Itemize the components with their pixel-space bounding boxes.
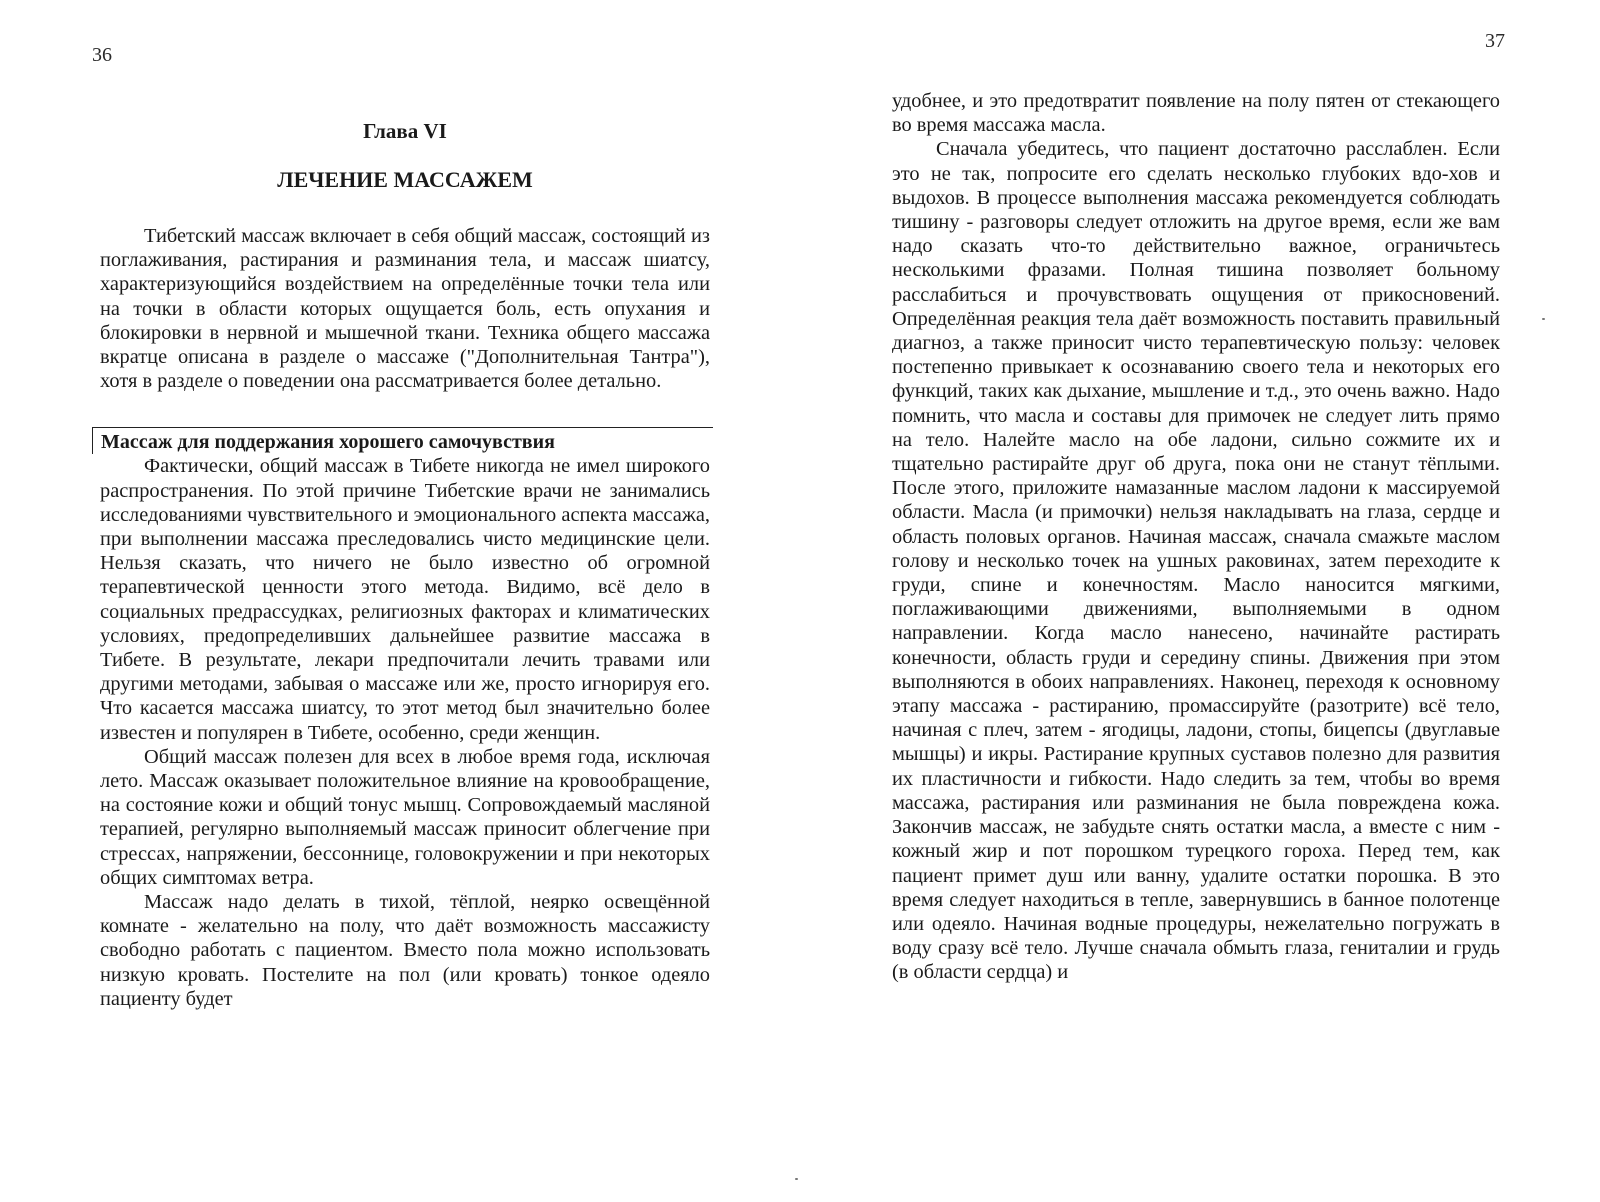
scan-speck	[1542, 318, 1545, 320]
body-paragraph: Общий массаж полезен для всех в любое время года, исключая лето. Массаж оказывает положительное влияние на кровообращение, на состояние кожи и общий тонус мышц. Сопровождаемый масляной терапией, регулярно выполняемый массаж приносит облегчение при стрессах, напряжении, бессоннице, головокружении и при некоторых общих симптомах ветра.	[100, 745, 710, 889]
body-paragraph: Массаж надо делать в тихой, тёплой, неярко освещённой комнате - желательно на полу, что даёт возможность массажисту свободно работать с пациентом. Вместо пола можно использовать низкую кровать. Постелите на пол (или кровать) тонкое одеяло пациенту будет	[100, 891, 710, 1010]
continuation-paragraph: удобнее, и это предотвратит появление на полу пятен от стекающего во время массажа масла.	[892, 90, 1500, 137]
right-page	[892, 89, 1500, 985]
scan-speck	[795, 1178, 798, 1180]
page-number-left: 36	[92, 44, 112, 66]
page-number-right: 37	[1485, 30, 1505, 52]
body-paragraph: Сначала убедитесь, что пациент достаточно расслаблен. Если это не так, попросите его сделать несколько глубоких вдо-хов и выдохов. В процессе выполнения массажа рекомендуется соблюдать тишину - разговоры следует отложить на другое время, если же вам надо сказать что-то действительно важное, ограничьтесь несколькими фразами. Полная тишина позволяет больному расслабиться и прочувствовать ощущения от прикосновений. Определённая реакция тела даёт возможность поставить правильный диагноз, а также приносит чисто терапевтическую пользу: человек постепенно привыкает к осознаванию своего тела и некоторых его функций, таких как дыхание, мышление и т.д., это очень важно. Надо помнить, что масла и составы для примочек не следует лить прямо на тело. Налейте масло на обе ладони, сильно сожмите их и тщательно растирайте друг об друга, пока они не станут тёплыми. После этого, приложите намазанные маслом ладони к массируемой области. Масла (и примочки) нельзя накладывать на глаза, сердце и область половых органов. Начиная массаж, сначала смажьте маслом голову и несколько точек на ушных раковинах, затем переходите к груди, спине и конечностям. Масло наносится мягкими, поглаживающими движениями, выполняемыми в одном направлении. Когда масло нанесено, начинайте растирать конечности, область груди и середину спины. Движения при этом выполняются в обоих направлениях. Наконец, переходя к основному этапу массажа - растиранию, промассируйте (разотрите) всё тело, начиная с плеч, затем - ягодицы, ладони, стопы, бицепсы (двуглавые мышцы) и икры. Растирание крупных суставов полезно для развития их пластичности и гибкости. Надо следить за тем, чтобы во время массажа, растирания или разминания не была повреждена кожа. Закончив массаж, не забудьте снять остатки масла, а вместе с ним - кожный жир и пот порошком турецкого гороха. Перед тем, как пациент примет душ или ванну, удалите остатки порошка. В это время следует находиться в тепле, завернувшись в банное полотенце или одеяло. Начиная водные процедуры, нежелательно погружать в воду сразу всё тело. Лучше сначала обмыть глаза, гениталии и грудь (в области сердца) и	[892, 138, 1500, 984]
intro-paragraph: Тибетский массаж включает в себя общий массаж, состоящий из поглаживания, растирания и разминания тела, и массаж шиатсу, характеризующийся воздействием на определённые точки тела или на точки в области которых ощущается боль, есть опухания и блокировки в нервной и мышечной ткани. Техника общего массажа вкратце описана в разделе о массаже ("Дополнительная Тантра"), хотя в разделе о поведении она рассматривается более детально.	[100, 225, 710, 393]
chapter-label: Глава VI	[363, 119, 447, 143]
left-page	[100, 118, 710, 1011]
chapter-title: ЛЕЧЕНИЕ МАССАЖЕМ	[277, 167, 533, 192]
section-heading: Массаж для поддержания хорошего самочувствия	[92, 427, 713, 454]
body-paragraph: Фактически, общий массаж в Тибете никогда не имел широкого распространения. По этой причине Тибетские врачи не занимались исследованиями чувствительного и эмоционального аспекта массажа, при выполнении массажа преследовались чисто медицинские цели. Нельзя сказать, что ничего не было известно об огромной терапевтической ценности этого метода. Видимо, всё дело в социальных предрассудках, религиозных факторах и климатических условиях, предопределивших дальнейшее развитие массажа в Тибете. В результате, лекари предпочитали лечить травами или другими методами, забывая о массаже или же, просто игнорируя его. Что касается массажа шиатсу, то этот метод был значительно более известен и популярен в Тибете, особенно, среди женщин.	[100, 455, 710, 744]
